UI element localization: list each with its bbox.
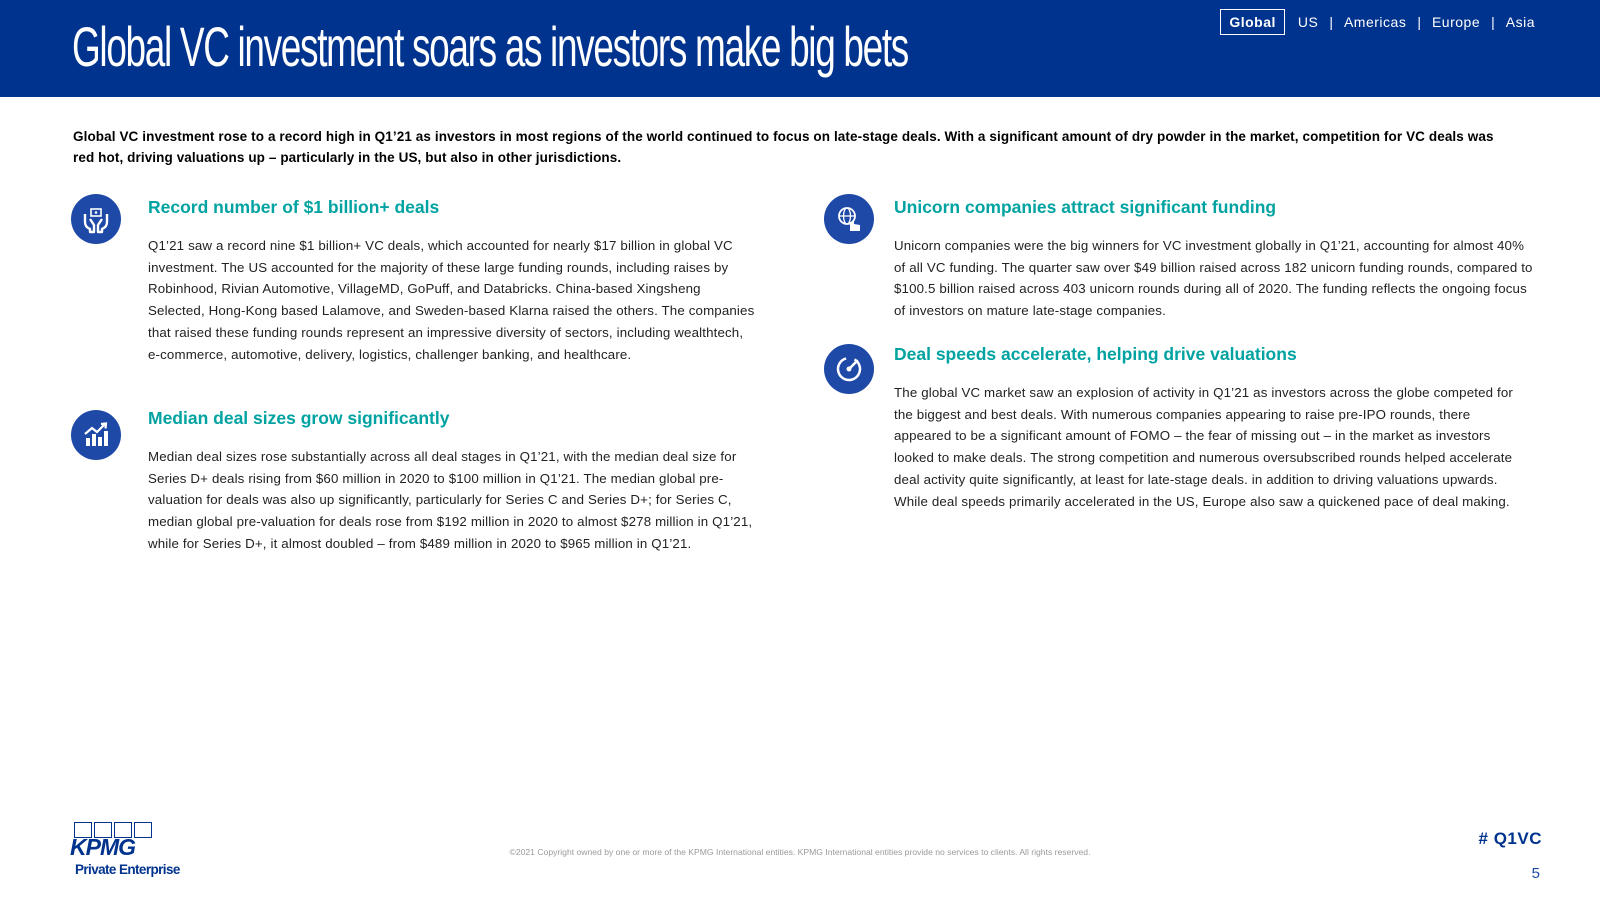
section-body-median-deal: Median deal sizes rose substantially across all deal stages in Q1’21, with the median deal size for Series D+ deals rising from $60 million in 2020 to $100 million in Q1’21. The median global pre-valuation for deals was also up significantly, particularly for Series C and Series D+; for Series C, median global pre-valuation for deals rose from $192 million in 2020 to almost $278 million in Q1’21, while for Series D+, it almost doubled – from $489 million in 2020 to $965 million in Q1’21. bbox=[148, 449, 753, 551]
header-bar bbox=[0, 0, 1600, 97]
kpmg-logo bbox=[70, 822, 180, 880]
logo-subtitle: Private Enterprise bbox=[75, 862, 180, 877]
region-separator: | bbox=[1417, 14, 1421, 30]
section-title-unicorn: Unicorn companies attract significant funding bbox=[894, 197, 1277, 217]
region-tab-global[interactable]: Global bbox=[1220, 9, 1285, 35]
page-title: Global VC investment soars as investors make big bets bbox=[72, 15, 908, 78]
region-tab-europe[interactable]: Europe bbox=[1431, 14, 1481, 30]
region-tab-americas[interactable]: Americas bbox=[1343, 14, 1407, 30]
copyright-notice: ©2021 Copyright owned by one or more of the KPMG International entities. KPMG International entities provide no services to clients. All rights reserved. bbox=[509, 847, 1091, 857]
region-tab-us[interactable]: US bbox=[1297, 14, 1319, 30]
section-title-billion-deals: Record number of $1 billion+ deals bbox=[148, 197, 440, 217]
section-body-unicorn: Unicorn companies were the big winners for VC investment globally in Q1’21, accounting for almost 40% of all VC funding. The quarter saw over $49 billion raised across 182 unicorn funding rounds, compared to $100.5 billion raised across 403 unicorn rounds during all of 2020. The funding reflects the ongoing focus of investors on mature late-stage companies. bbox=[894, 238, 1533, 319]
hashtag-label: # Q1VC bbox=[1478, 829, 1542, 848]
section-title-deal-speeds: Deal speeds accelerate, helping drive valuations bbox=[894, 344, 1297, 364]
logo-wordmark: KPMG bbox=[70, 834, 135, 860]
section-title-median-deal: Median deal sizes grow significantly bbox=[148, 408, 450, 428]
region-separator: | bbox=[1491, 14, 1495, 30]
growth-chart-icon bbox=[71, 410, 121, 460]
region-separator: | bbox=[1329, 14, 1333, 30]
region-tab-asia[interactable]: Asia bbox=[1505, 14, 1535, 30]
section-body-deal-speeds: The global VC market saw an explosion of activity in Q1’21 as investors across the globe competed for the biggest and best deals. With numerous companies appearing to raise pre-IPO rounds, there appeared to be a significant amount of FOMO – the fear of missing out – in the market as investors looked to make deals. The strong competition and numerous oversubscribed rounds helped accelerate deal activity quite significantly, at least for late-stage deals. in addition to driving valuations upwards. While deal speeds primarily accelerated in the US, Europe also saw a quickened pace of deal making. bbox=[894, 385, 1513, 509]
money-hands-icon bbox=[71, 194, 121, 244]
region-nav bbox=[1220, 9, 1542, 35]
globe-hand-icon bbox=[824, 194, 874, 244]
speedometer-icon bbox=[824, 344, 874, 394]
page-number: 5 bbox=[1531, 865, 1540, 882]
intro-paragraph: Global VC investment rose to a record high in Q1’21 as investors in most regions of the world continued to focus on late-stage deals. With a significant amount of dry powder in the market, competition for VC deals was red hot, driving valuations up – particularly in the US, but also in other jurisdictions. bbox=[73, 129, 1494, 165]
section-body-billion-deals: Q1’21 saw a record nine $1 billion+ VC deals, which accounted for nearly $17 billion in global VC investment. The US accounted for the majority of these large funding rounds, including raises by Robinhood, Rivian Automotive, VillageMD, GoPuff, and Databricks. China-based Xingsheng Selected, Hong-Kong based Lalamove, and Sweden-based Klarna raised the others. The companies that raised these funding rounds represent an impressive diversity of sectors, including wealthtech, e-commerce, automotive, delivery, logistics, challenger banking, and healthcare. bbox=[148, 238, 755, 362]
